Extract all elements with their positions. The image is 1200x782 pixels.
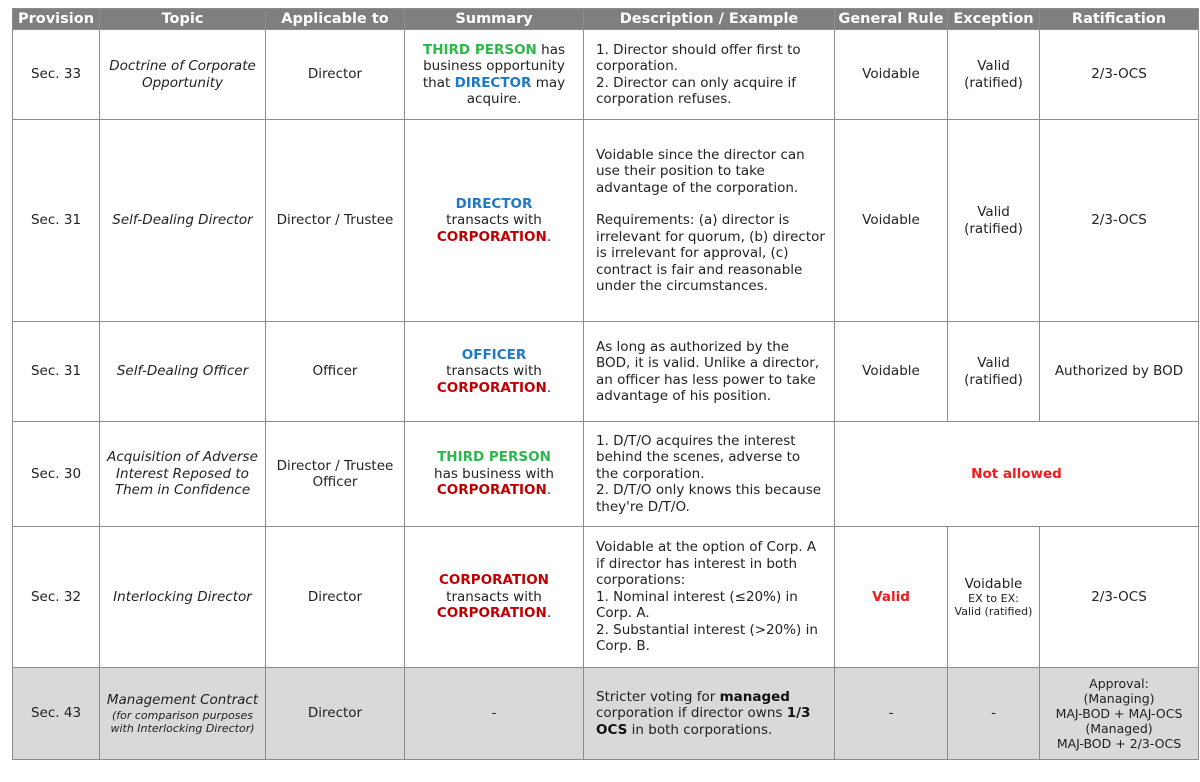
summary-cell: -	[405, 668, 584, 760]
description-line: 1. Nominal interest (≤20%) in Corp. A.	[596, 588, 798, 622]
summary-text: transacts with	[446, 212, 542, 229]
summary-cell	[405, 120, 584, 322]
summary-party-b: DIRECTOR	[454, 74, 532, 91]
exception-sub: Valid (ratified)	[954, 605, 1033, 619]
table-row	[13, 120, 1199, 322]
general-rule-cell: Voidable	[835, 30, 948, 120]
description-line: 2. D/T/O only knows this because they're D/T/O.	[596, 482, 822, 515]
provision-cell: Sec. 43	[13, 668, 100, 760]
header-general-rule: General Rule	[835, 9, 948, 30]
provision-cell: Sec. 30	[13, 422, 100, 527]
summary-cell	[405, 527, 584, 668]
description-cell	[584, 527, 835, 668]
ratification-line: MAJ-BOD + MAJ-OCS	[1055, 706, 1183, 721]
header-summary: Summary	[405, 9, 584, 30]
description-line: 1. Director should offer first to corporation.	[596, 41, 801, 74]
header-row	[13, 9, 1199, 30]
table-row	[13, 422, 1199, 527]
exception-cell: Valid (ratified)	[948, 120, 1040, 322]
description-cell	[584, 668, 835, 760]
summary-cell	[405, 30, 584, 120]
header-exception: Exception	[948, 9, 1040, 30]
not-allowed-cell: Not allowed	[835, 422, 1199, 527]
provision-cell: Sec. 31	[13, 322, 100, 422]
ratification-cell: 2/3-OCS	[1040, 527, 1199, 668]
summary-party-b: CORPORATION	[436, 228, 547, 245]
header-applicable: Applicable to	[266, 9, 405, 30]
description-bold: 1/3 OCS	[596, 705, 811, 738]
ratification-cell: 2/3-OCS	[1040, 30, 1199, 120]
table-row	[13, 668, 1199, 760]
applicable-cell: Director	[266, 668, 405, 760]
summary-cell	[405, 422, 584, 527]
summary-text: has business opportunity that	[422, 41, 565, 91]
general-rule-cell: Voidable	[835, 120, 948, 322]
description-line: Requirements: (a) director is irrelevant for quorum, (b) director is irrelevant for approval, (c) contract is fair and reasonable under the circumstances.	[596, 212, 825, 294]
topic-note: (for comparison purposes with Interlocking Director)	[110, 708, 255, 735]
ratification-line: (Managed)	[1085, 721, 1153, 736]
ratification-line: Approval:	[1089, 676, 1149, 691]
general-rule-cell: Voidable	[835, 322, 948, 422]
description-cell	[584, 322, 835, 422]
description-cell	[584, 30, 835, 120]
description-text: Stricter voting for	[596, 688, 720, 705]
applicable-cell: Officer	[266, 322, 405, 422]
description-line: 1. D/T/O acquires the interest behind the scenes, adverse to the corporation.	[596, 432, 801, 482]
applicable-cell	[266, 422, 405, 527]
applicable-line: Officer	[312, 474, 358, 490]
ratification-line: MAJ-BOD + 2/3-OCS	[1056, 736, 1182, 751]
summary-text: has business with	[434, 465, 554, 482]
ratification-cell	[1040, 668, 1199, 760]
provision-cell: Sec. 32	[13, 527, 100, 668]
provision-cell: Sec. 31	[13, 120, 100, 322]
topic-cell: Self-Dealing Director	[100, 120, 266, 322]
description-line: 2. Director can only acquire if corporation refuses.	[596, 74, 797, 107]
summary-party-a: DIRECTOR	[455, 195, 533, 212]
exception-main: Voidable	[964, 575, 1023, 592]
description-line: Voidable at the option of Corp. A if director has interest in both corporations:	[596, 539, 817, 589]
header-description: Description / Example	[584, 9, 835, 30]
header-ratification: Ratification	[1040, 9, 1199, 30]
ratification-cell: Authorized by BOD	[1040, 322, 1199, 422]
table-row	[13, 527, 1199, 668]
topic-cell: Doctrine of Corporate Opportunity	[100, 30, 266, 120]
summary-text-end: .	[546, 379, 552, 396]
general-rule-cell: Valid	[835, 527, 948, 668]
summary-party-b: CORPORATION	[436, 605, 547, 622]
summary-text-end: may acquire.	[466, 74, 566, 107]
summary-text-end: .	[546, 605, 552, 622]
exception-cell	[948, 527, 1040, 668]
description-line: As long as authorized by the BOD, it is valid. Unlike a director, an officer has less power to take advantage of his position.	[596, 338, 820, 404]
provision-cell: Sec. 33	[13, 30, 100, 120]
header-topic: Topic	[100, 9, 266, 30]
table-row	[13, 30, 1199, 120]
ratification-line: (Managing)	[1083, 691, 1155, 706]
applicable-cell: Director	[266, 30, 405, 120]
description-line: 2. Substantial interest (>20%) in Corp. B.	[596, 621, 818, 655]
topic-title: Management Contract	[106, 692, 259, 709]
topic-cell: Acquisition of Adverse Interest Reposed to Them in Confidence	[100, 422, 266, 527]
provisions-table	[12, 8, 1199, 760]
summary-cell	[405, 322, 584, 422]
header-provision: Provision	[13, 9, 100, 30]
summary-party-a: OFFICER	[461, 346, 527, 363]
general-rule-cell: -	[835, 668, 948, 760]
topic-cell: Self-Dealing Officer	[100, 322, 266, 422]
topic-cell	[100, 668, 266, 760]
description-bold: managed	[719, 688, 790, 705]
description-text: corporation if director owns	[596, 705, 787, 722]
summary-party-a: THIRD PERSON	[423, 41, 537, 58]
exception-cell: Valid (ratified)	[948, 322, 1040, 422]
summary-party-b: CORPORATION	[436, 482, 547, 499]
applicable-line: Director / Trustee	[276, 457, 394, 474]
topic-cell: Interlocking Director	[100, 527, 266, 668]
description-cell	[584, 120, 835, 322]
description-line: Voidable since the director can use their position to take advantage of the corporation.	[596, 146, 805, 196]
summary-party-b: CORPORATION	[436, 379, 547, 396]
summary-party-a: THIRD PERSON	[437, 449, 551, 466]
summary-text: transacts with	[446, 588, 542, 605]
exception-sub: EX to EX:	[968, 592, 1019, 606]
exception-cell: Valid (ratified)	[948, 30, 1040, 120]
summary-text: transacts with	[446, 363, 542, 380]
summary-party-a: CORPORATION	[439, 572, 549, 589]
summary-text-end: .	[546, 482, 552, 499]
applicable-cell: Director	[266, 527, 405, 668]
description-cell	[584, 422, 835, 527]
ratification-cell: 2/3-OCS	[1040, 120, 1199, 322]
exception-cell: -	[948, 668, 1040, 760]
table-row	[13, 322, 1199, 422]
summary-text-end: .	[546, 228, 552, 245]
applicable-cell: Director / Trustee	[266, 120, 405, 322]
description-text: in both corporations.	[627, 721, 773, 738]
